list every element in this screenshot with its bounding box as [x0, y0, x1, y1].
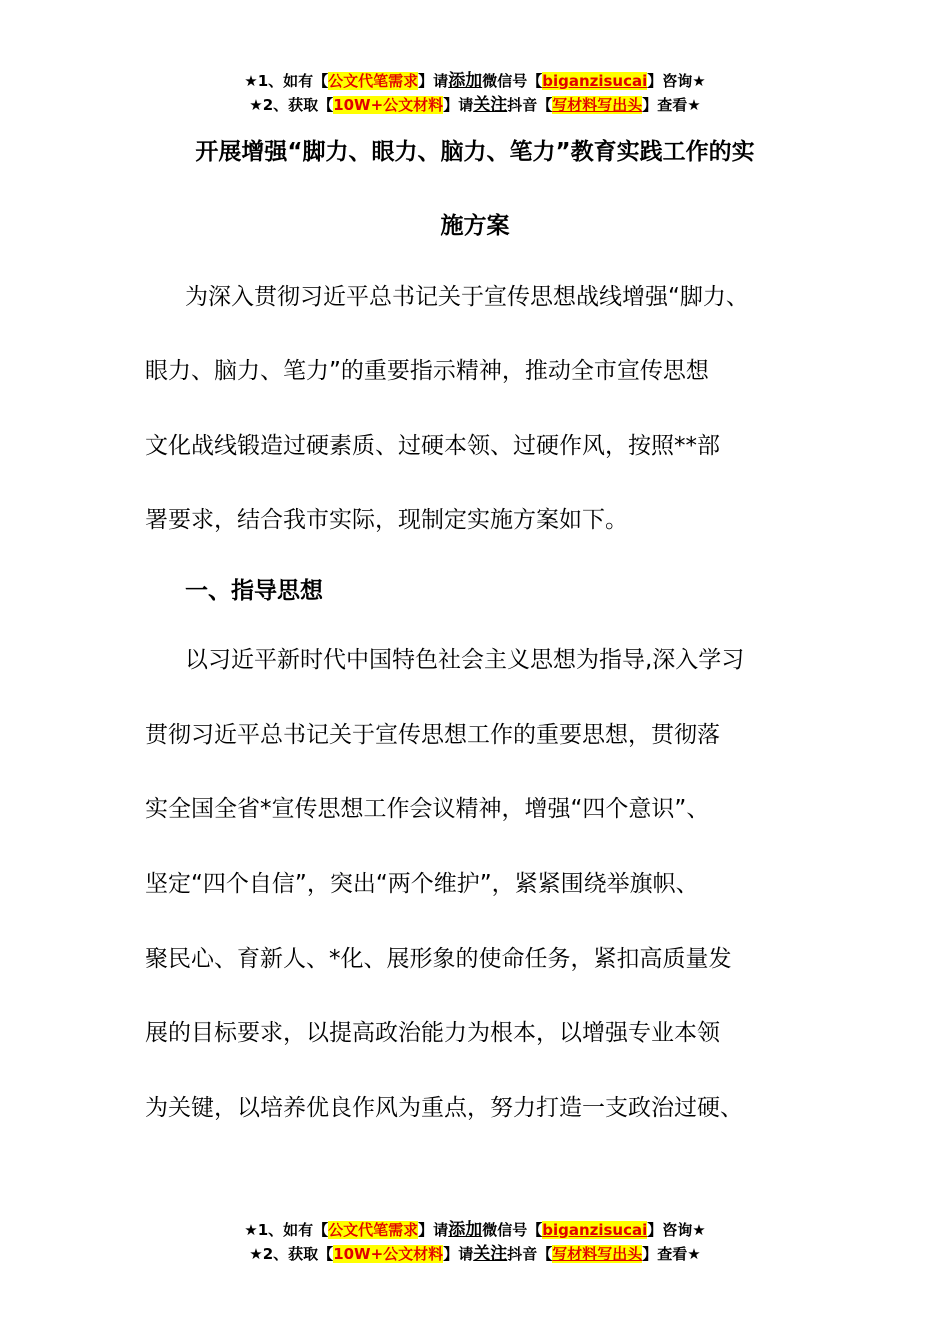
body-line: 署要求，结合我市实际，现制定实施方案如下。: [145, 507, 628, 533]
promo-header: [0, 69, 950, 117]
promo-line-1: ★1、如有【公文代笔需求】请添加微信号【biganzisucai】咨询★: [244, 1220, 706, 1240]
body-line: 贯彻习近平总书记关于宣传思想工作的重要思想，贯彻落: [145, 722, 720, 748]
body-line: 展的目标要求，以提高政治能力为根本，以增强专业本领: [145, 1020, 720, 1046]
promo-line-2: ★2、获取【10W+公文材料】请关注抖音【写材料写出头】查看★: [249, 95, 701, 115]
body-line: 以习近平新时代中国特色社会主义思想为指导,深入学习: [185, 647, 745, 673]
body-line: 坚定“四个自信”，突出“两个维护”，紧紧围绕举旗帜、: [145, 871, 699, 897]
body-line: 为关键，以培养优良作风为重点，努力打造一支政治过硬、: [145, 1095, 743, 1121]
promo-footer: [0, 1218, 950, 1266]
section-heading: 一、指导思想: [185, 578, 323, 604]
body-line: 眼力、脑力、笔力”的重要指示精神，推动全市宣传思想: [145, 358, 709, 384]
promo-line-1: ★1、如有【公文代笔需求】请添加微信号【biganzisucai】咨询★: [244, 71, 706, 91]
doc-title-line2: 施方案: [440, 213, 510, 239]
wechat-id: biganzisucai: [542, 72, 648, 90]
body-line: 为深入贯彻习近平总书记关于宣传思想战线增强“脚力、: [185, 284, 749, 310]
highlight-service: 公文代笔需求: [328, 72, 419, 90]
body-line: 聚民心、育新人、*化、展形象的使命任务，紧扣高质量发: [145, 946, 732, 972]
body-line: 文化战线锻造过硬素质、过硬本领、过硬作风，按照**部: [145, 433, 720, 459]
promo-line-2: ★2、获取【10W+公文材料】请关注抖音【写材料写出头】查看★: [249, 1244, 701, 1264]
body-line: 实全国全省*宣传思想工作会议精神，增强“四个意识”、: [145, 796, 710, 822]
doc-title-line1: 开展增强“脚力、眼力、脑力、笔力”教育实践工作的实: [195, 139, 755, 165]
